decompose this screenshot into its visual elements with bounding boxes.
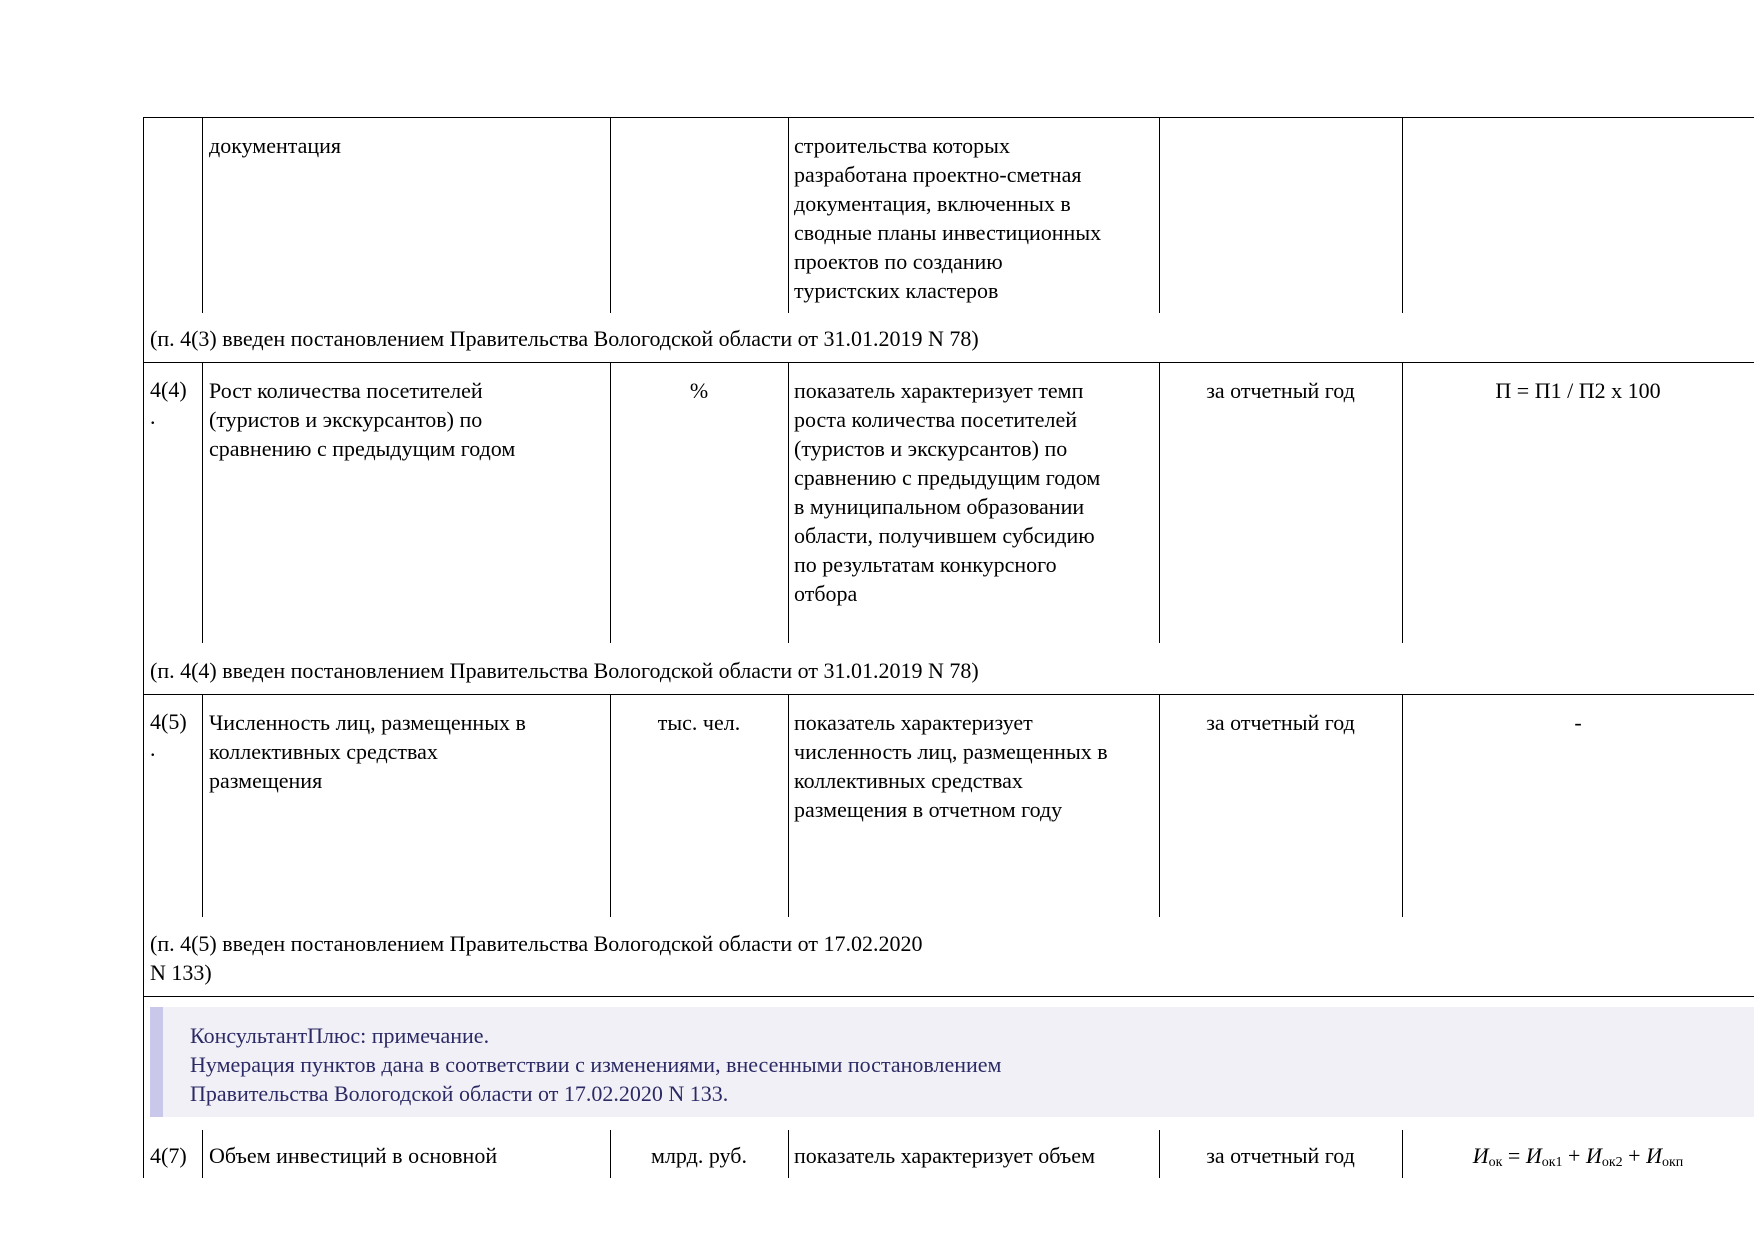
indicator-description: показатель характеризует объем [794, 1143, 1095, 1168]
amendment-note: (п. 4(4) введен постановлением Правительства Вологодской области от 31.01.2019 N 78) [150, 658, 979, 683]
table-border [143, 694, 1754, 695]
row-number: 4(4) . [150, 377, 187, 429]
consultant-note-text: Нумерация пунктов дана в соответствии с изменениями, внесенными постановлением Правительства Вологодской области от 17.02.2020 N 133. [190, 1052, 1002, 1106]
period: за отчетный год [1206, 710, 1355, 735]
formula: П = П1 / П2 x 100 [1495, 378, 1661, 403]
table-border [143, 996, 1754, 997]
table-border [143, 117, 1754, 118]
period: за отчетный год [1206, 378, 1355, 403]
consultant-note-title: КонсультантПлюс: примечание. [190, 1023, 490, 1048]
indicator-name: документация [209, 133, 342, 158]
period: за отчетный год [1206, 1143, 1355, 1168]
indicator-name: Рост количества посетителей (туристов и экскурсантов) по сравнению с предыдущим годом [209, 378, 516, 461]
table-border [143, 362, 1754, 363]
table-border [143, 117, 144, 1178]
indicator-description: показатель характеризует численность лиц, размещенных в коллективных средствах размещения в отчетном году [794, 710, 1108, 822]
indicator-description: показатель характеризует темп роста количества посетителей (туристов и экскурсантов) по сравнению с предыдущим годом в муниципальном образовании области, получившем субсидию по результатам конкурсного отбора [794, 378, 1101, 606]
amendment-note: (п. 4(3) введен постановлением Правительства Вологодской области от 31.01.2019 N 78) [150, 326, 979, 351]
row-number: 4(7) [150, 1143, 187, 1168]
unit: тыс. чел. [657, 710, 741, 735]
indicator-name: Объем инвестиций в основной [209, 1143, 498, 1168]
consultant-note [150, 1007, 1754, 1117]
indicator-name: Численность лиц, размещенных в коллективных средствах размещения [209, 710, 526, 793]
unit: % [689, 378, 709, 403]
indicator-description: строительства которых разработана проектно-сметная документация, включенных в сводные планы инвестиционных проектов по созданию туристских кластеров [794, 133, 1102, 303]
formula: - [1574, 710, 1582, 735]
unit: млрд. руб. [651, 1143, 747, 1168]
row-number: 4(5) . [150, 709, 187, 761]
formula: $И_{ок} = И_{ок1} + И_{ок2} + И_{окп}$ [1472, 1143, 1684, 1170]
amendment-note: (п. 4(5) введен постановлением Правительства Вологодской области от 17.02.2020 N 133) [150, 931, 923, 985]
